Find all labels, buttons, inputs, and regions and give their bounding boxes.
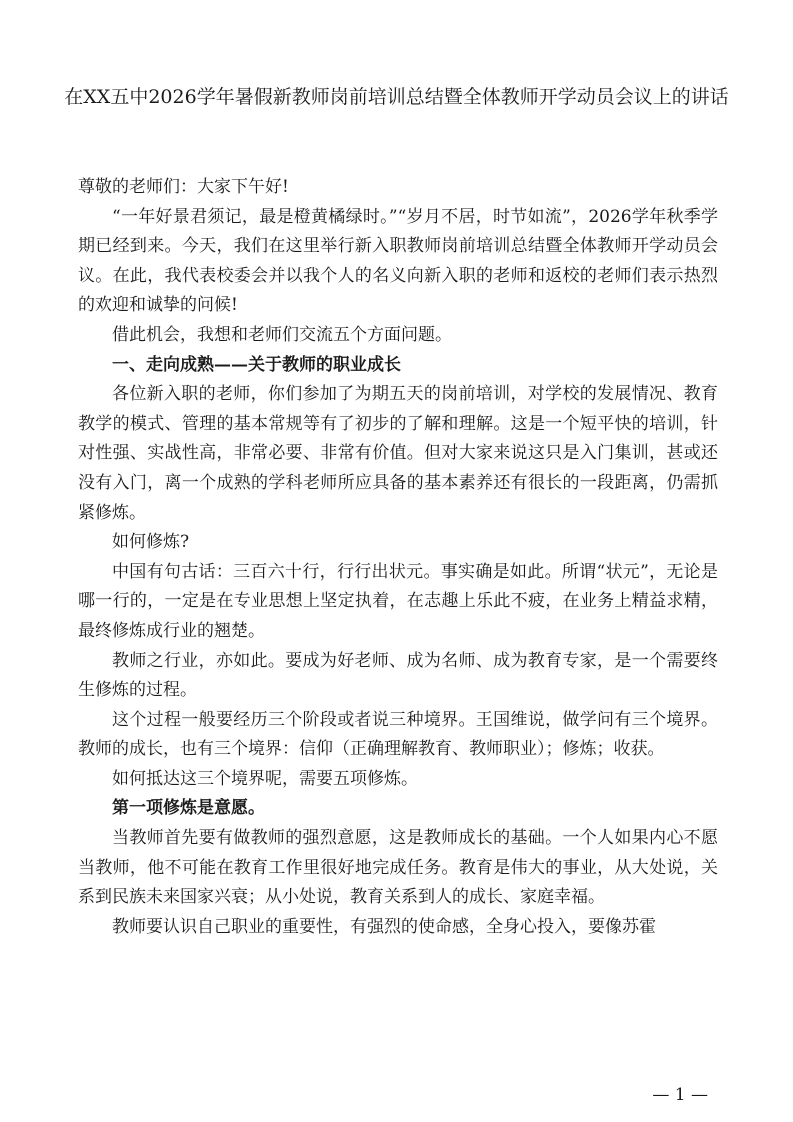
paragraph: 各位新入职的老师，你们参加了为期五天的岗前培训，对学校的发展情况、教育教学的模式、管理的基本常规等有了初步的了解和理解。这是一个短平快的培训，针对性强、实战性高，非常必要、非常有价值。但对大家来说这只是入门集训，甚或还没有入门，离一个成熟的学科老师所应具备的基本素养还有很长的一段距离，仍需抓紧修炼。 — [78, 384, 718, 523]
document-body — [78, 173, 718, 942]
paragraph: 这个过程一般要经历三个阶段或者说三种境界。王国维说，做学问有三个境界。教师的成长，也有三个境界：信仰（正确理解教育、教师职业）；修炼；收获。 — [78, 709, 718, 760]
document-title: 在XX五中2026学年暑假新教师岗前培训总结暨全体教师开学动员会议上的讲话 — [64, 86, 729, 108]
section-heading: 第一项修炼是意愿。 — [112, 798, 265, 819]
paragraph: 尊敬的老师们：大家下午好! — [78, 177, 289, 197]
paragraph: 中国有句古话：三百六十行，行行出状元。事实确是如此。所谓“状元”，无论是哪一行的，一定是在专业思想上坚定执着，在志趣上乐此不疲，在业务上精益求精，最终修炼成行业的翘楚。 — [78, 561, 718, 641]
paragraph: 教师之行业，亦如此。要成为好老师、成为名师、成为教育专家，是一个需要终生修炼的过程。 — [78, 650, 718, 701]
paragraph: 教师要认识自己职业的重要性，有强烈的使命感，全身心投入，要像苏霍 — [112, 916, 656, 937]
paragraph: 当教师首先要有做教师的强烈意愿，这是教师成长的基础。一个人如果内心不愿当教师，他不可能在教育工作里很好地完成任务。教育是伟大的事业，从大处说，关系到民族未来国家兴衰；从小处说，教育关系到人的成长、家庭幸福。 — [78, 828, 718, 908]
page-number: — 1 — — [652, 1085, 708, 1105]
paragraph: 如何修炼? — [112, 532, 190, 553]
paragraph: 借此机会，我想和老师们交流五个方面问题。 — [112, 324, 452, 345]
paragraph: 如何抵达这三个境界呢，需要五项修炼。 — [112, 768, 418, 789]
section-heading: 一、走向成熟——关于教师的职业成长 — [112, 354, 401, 375]
paragraph: “一年好景君须记，最是橙黄橘绿时。”“岁月不居，时节如流”，2026学年秋季学期已经到来。今天，我们在这里举行新入职教师岗前培训总结暨全体教师开学动员会议。在此，我代表校委会并以我个人的名义向新入职的老师和返校的老师们表示热烈的欢迎和诚挚的问候! — [78, 206, 718, 316]
